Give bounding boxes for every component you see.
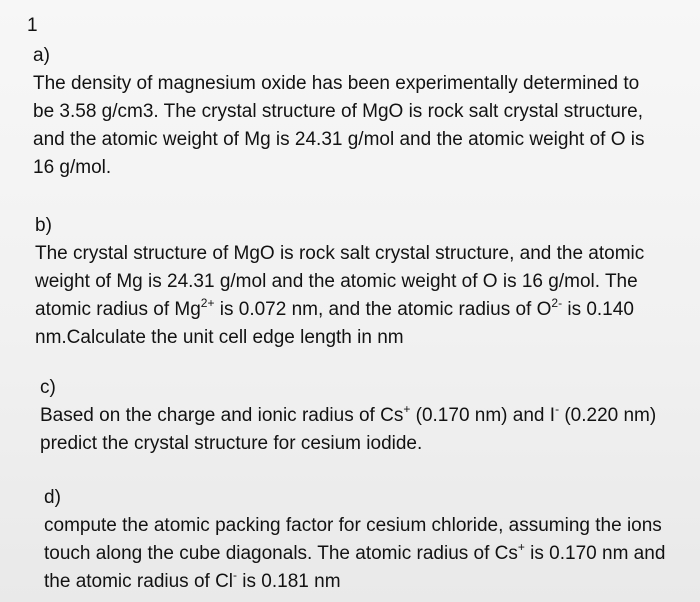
part-c-label: c) [40, 377, 56, 398]
part-c-line-1 [40, 402, 700, 430]
part-c-line-2: predict the crystal structure for cesium iodide. [40, 433, 423, 454]
part-a [33, 44, 700, 182]
part-a-label: a) [33, 45, 50, 66]
part-c-line-1-text-3: (0.220 nm) [559, 405, 657, 426]
part-d-line-1: compute the atomic packing factor for cesium chloride, assuming the ions [44, 515, 662, 536]
part-c [40, 376, 700, 458]
part-d-line-2-text-1: touch along the cube diagonals. The atomic radius of Cs [44, 543, 518, 564]
cs-charge-superscript: + [403, 401, 411, 416]
part-b-line-3 [35, 296, 700, 324]
part-d-line-2-text-2: is 0.170 nm and [524, 543, 666, 564]
part-b-label: b) [35, 215, 52, 236]
i-charge-superscript: - [555, 401, 560, 416]
part-b-line-3-text-3: is 0.140 [562, 299, 634, 320]
part-a-line-1: The density of magnesium oxide has been experimentally determined to [33, 73, 640, 94]
part-c-line-1-text-2: (0.170 nm) and I [410, 405, 556, 426]
part-b-line-3-text-1: atomic radius of Mg [35, 299, 201, 320]
part-b-line-4: nm.Calculate the unit cell edge length in nm [35, 327, 404, 348]
part-a-line-4: 16 g/mol. [33, 157, 112, 178]
part-d-line-2 [44, 540, 700, 568]
part-b-line-3-text-2: is 0.072 nm, and the atomic radius of O [214, 299, 552, 320]
part-d-line-3-text-1: the atomic radius of Cl [44, 571, 234, 592]
question-number: 1 [27, 15, 38, 36]
part-a-line-3: and the atomic weight of Mg is 24.31 g/mol and the atomic weight of O is [33, 129, 645, 150]
part-a-line-2: be 3.58 g/cm3. The crystal structure of MgO is rock salt crystal structure, [33, 101, 643, 122]
part-d-line-3-text-2: is 0.181 nm [237, 571, 341, 592]
cl-charge-superscript: - [233, 567, 238, 582]
part-c-line-1-text-1: Based on the charge and ionic radius of Cs [40, 405, 404, 426]
cs-charge-superscript: + [517, 539, 525, 554]
part-b-line-2: weight of Mg is 24.31 g/mol and the atomic weight of O is 16 g/mol. The [35, 271, 638, 292]
part-b-line-1: The crystal structure of MgO is rock salt crystal structure, and the atomic [35, 243, 645, 264]
mg-charge-superscript: 2+ [200, 295, 215, 310]
part-d [44, 486, 700, 596]
part-d-label: d) [44, 487, 61, 508]
part-b [35, 214, 700, 352]
o-charge-superscript: 2- [551, 295, 563, 310]
part-d-line-3 [44, 568, 700, 596]
